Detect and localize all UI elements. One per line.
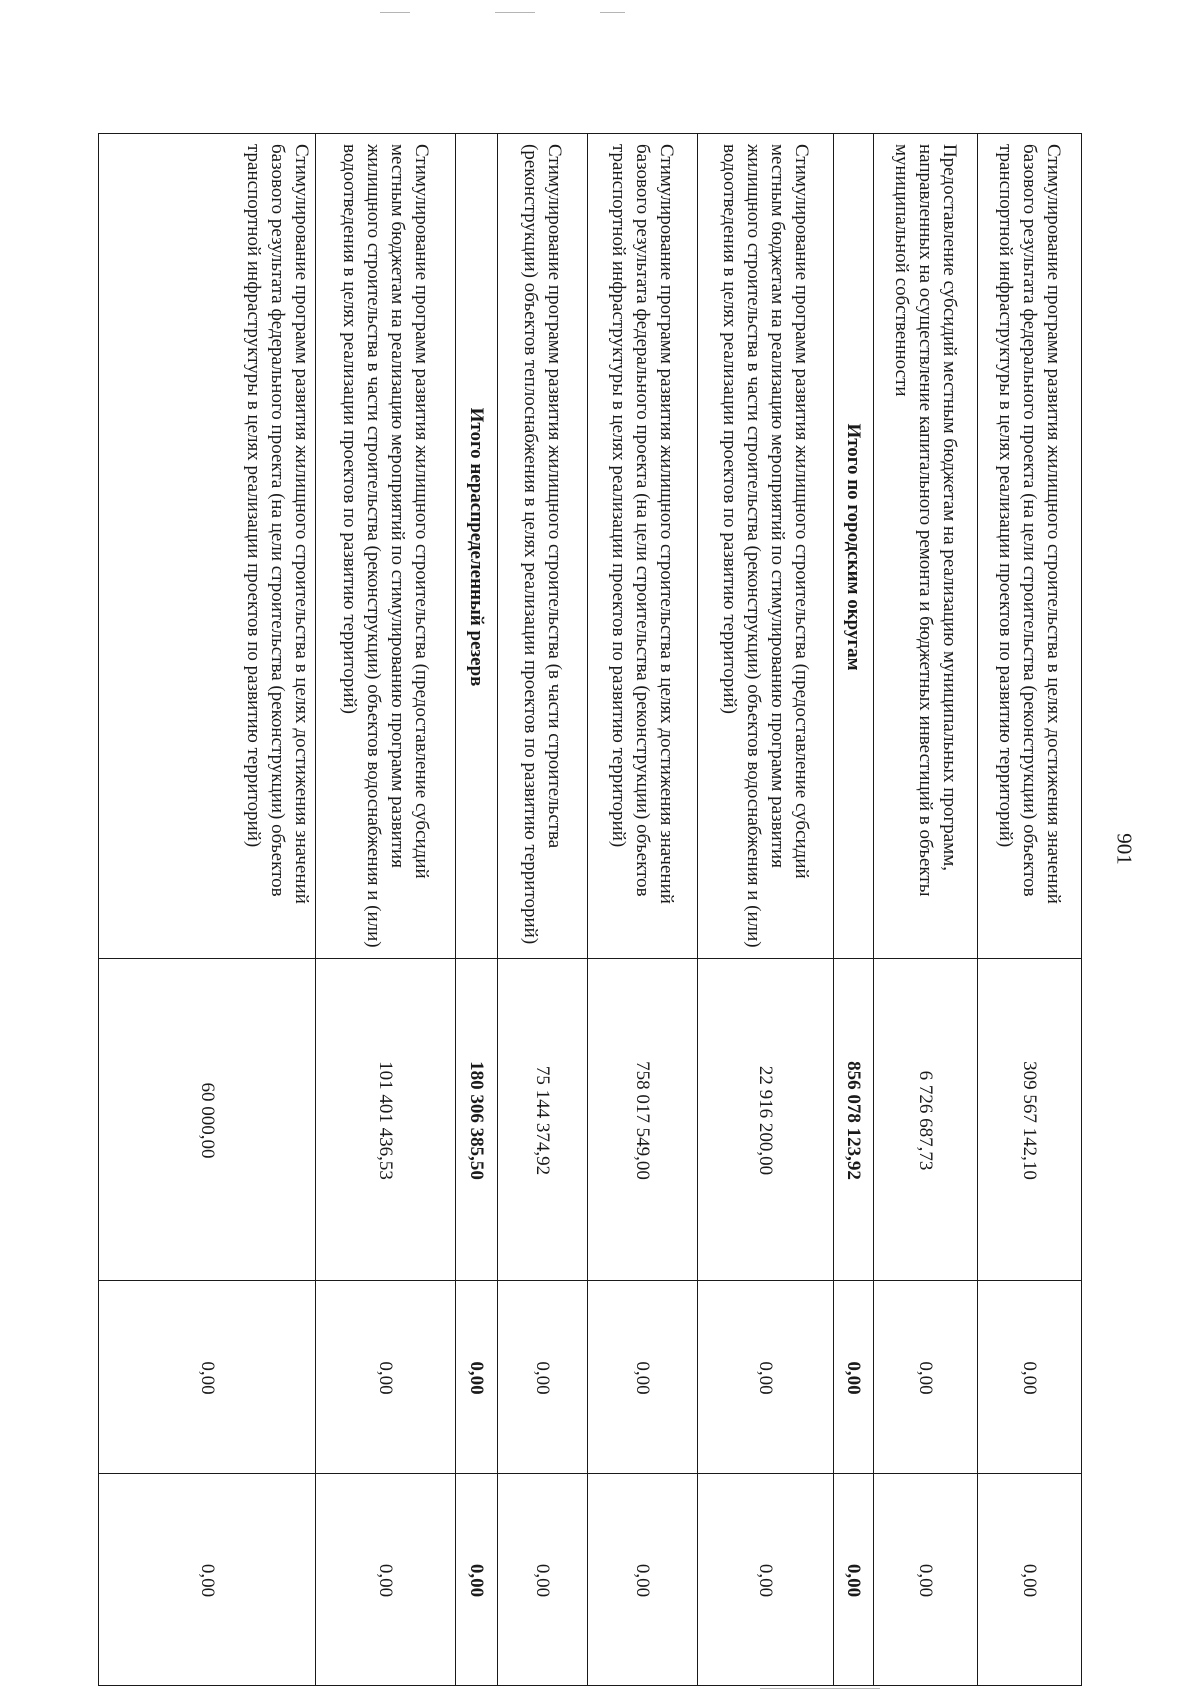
row-description: Итого по городским округам: [834, 134, 874, 959]
row-description: Стимулирование программ развития жилищного строительства (предоставление субсидий местным бюджетам на реализацию мероприятий по стимулированию программ развития жилищного строительства в части строительства (реконструкции) объектов водоснабжения и (или) водоотведения в целях реализации проектов по развитию территорий): [316, 134, 456, 959]
table-row: [978, 134, 1082, 1686]
table-row: [498, 134, 588, 1686]
row-description: Стимулирование программ развития жилищного строительства (в части строительства (реконструкции) объектов теплоснабжения в целях реализации проектов по развитию территорий): [498, 134, 588, 959]
row-col4: 0,00: [498, 1474, 588, 1686]
budget-table: [98, 133, 1082, 1686]
row-col4: 0,00: [834, 1474, 874, 1686]
row-col3: 0,00: [316, 1281, 456, 1474]
row-col3: 0,00: [99, 1281, 316, 1474]
row-col4: 0,00: [588, 1474, 698, 1686]
row-description: Предоставление субсидий местным бюджетам на реализацию муниципальных программ, направленных на осуществление капитального ремонта и бюджетных инвестиций в объекты муниципальной собственности: [874, 134, 978, 959]
scan-mark: [760, 1688, 880, 1689]
row-col3: 0,00: [498, 1281, 588, 1474]
row-description: Стимулирование программ развития жилищного строительства (предоставление субсидий местным бюджетам на реализацию мероприятий по стимулированию программ развития жилищного строительства в части строительства (реконструкции) объектов водоснабжения и (или) водоотведения в целях реализации проектов по развитию территорий): [698, 134, 834, 959]
rotated-table-wrapper: [99, 133, 1082, 1685]
row-amount: 309 567 142,10: [978, 959, 1082, 1281]
row-col4: 0,00: [316, 1474, 456, 1686]
row-description: Стимулирование программ развития жилищного строительства в целях достижения значений базового результата федерального проекта (на цели строительства (реконструкции) объектов транспортной инфраструктуры в целях реализации проектов по развитию территорий): [978, 134, 1082, 959]
row-col4: 0,00: [456, 1474, 498, 1686]
table-row: [588, 134, 698, 1686]
page-number: 901: [1112, 833, 1137, 865]
row-col3: 0,00: [588, 1281, 698, 1474]
table-row: [698, 134, 834, 1686]
scan-mark: [495, 12, 535, 13]
row-col4: 0,00: [874, 1474, 978, 1686]
row-amount: 101 401 436,53: [316, 959, 456, 1281]
row-col3: 0,00: [834, 1281, 874, 1474]
row-amount: 6 726 687,73: [874, 959, 978, 1281]
row-amount: 75 144 374,92: [498, 959, 588, 1281]
total-row: [456, 134, 498, 1686]
row-description: Стимулирование программ развития жилищного строительства в целях достижения значений базового результата федерального проекта (на цели строительства (реконструкции) объектов транспортной инфраструктуры в целях реализации проектов по развитию территорий): [99, 134, 316, 959]
table-row: [874, 134, 978, 1686]
row-col3: 0,00: [874, 1281, 978, 1474]
scan-mark: [380, 12, 410, 13]
row-amount: 22 916 200,00: [698, 959, 834, 1281]
table-row: [99, 134, 316, 1686]
row-col4: 0,00: [978, 1474, 1082, 1686]
row-amount: 856 078 123,92: [834, 959, 874, 1281]
total-row: [834, 134, 874, 1686]
row-description: Итого нераспределенный резерв: [456, 134, 498, 959]
row-description: Стимулирование программ развития жилищного строительства в целях достижения значений базового результата федерального проекта (на цели строительства (реконструкции) объектов транспортной инфраструктуры в целях реализации проектов по развитию территорий): [588, 134, 698, 959]
row-amount: 60 000,00: [99, 959, 316, 1281]
row-amount: 758 017 549,00: [588, 959, 698, 1281]
table-row: [316, 134, 456, 1686]
row-amount: 180 306 385,50: [456, 959, 498, 1281]
row-col3: 0,00: [698, 1281, 834, 1474]
row-col4: 0,00: [99, 1474, 316, 1686]
row-col3: 0,00: [456, 1281, 498, 1474]
row-col4: 0,00: [698, 1474, 834, 1686]
scan-mark: [600, 12, 625, 13]
row-col3: 0,00: [978, 1281, 1082, 1474]
